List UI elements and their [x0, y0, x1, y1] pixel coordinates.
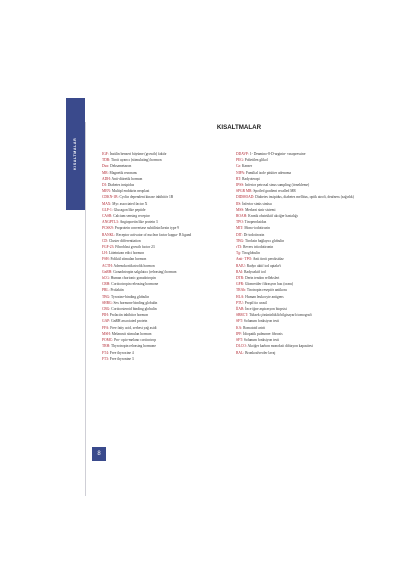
margin-rule	[85, 122, 86, 496]
abbreviation-term: LH:	[102, 251, 108, 256]
abbreviation-term: DDAVP:	[236, 152, 249, 156]
abbreviation-definition: Lüteinizan edici hormon	[108, 251, 145, 256]
abbreviation-term: MEN:	[102, 189, 111, 194]
abbreviation-definition: Tüksek çözünürlüklü bilgisayarlı tomografi	[249, 313, 312, 318]
abbreviation-definition: Anti-diüretik hormon	[111, 176, 143, 181]
abbreviation-definition: İnce iğne aspirasyon biopsisi	[245, 307, 287, 312]
abbreviation-term: ROAH:	[236, 214, 248, 219]
abbreviation-term: ADH:	[102, 176, 111, 181]
abbreviation-definition: İnsülin benzeri büyüme (growth) faktör	[109, 152, 167, 156]
abbreviation-definition: Magnetik rezonans	[109, 170, 137, 175]
abbreviation-term: MAX:	[102, 201, 112, 206]
abbreviation-definition: Human leukocyte antigens	[245, 294, 284, 299]
abbreviation-definition: Cyclin dependent kinase inhibitör 1B	[119, 195, 174, 200]
abbreviation-term: SFT:	[236, 338, 244, 343]
abbreviation-term: IGF:	[102, 152, 109, 156]
abbreviation-definition: Familial izole pitüiter adenoma	[245, 170, 291, 175]
abbreviation-term: MR:	[102, 170, 109, 175]
abbreviation-definition: Derin tendon refleksleri	[245, 276, 280, 281]
abbreviation-definition: Solunum fonksiyon testi	[243, 319, 280, 324]
abbreviation-term: TDB:	[102, 158, 111, 163]
abbreviation-term: SPGR MR:	[236, 189, 253, 194]
abbreviation-term: İİAB:	[236, 307, 245, 312]
abbreviation-definition: Tiroit uyarıcı (stimulating) hormon	[111, 158, 162, 163]
abbreviation-definition: Kanser	[241, 164, 253, 169]
abbreviation-definition: Folikül stimulan hormon	[110, 257, 147, 262]
abbreviation-definition: Propil tio urasil	[244, 300, 268, 305]
abbreviation-definition: Radyoaktif iod	[244, 269, 266, 274]
abbreviation-term: IPSS:	[236, 183, 245, 188]
abbreviation-term: PCSK9:	[102, 226, 114, 231]
abbreviation-definition: Di-iodotirozin	[243, 232, 265, 237]
abbreviation-definition: Inferior petrosal sinus sampling (örnekleme)	[245, 183, 310, 188]
abbreviation-term: CD:	[102, 238, 108, 243]
abbreviation-definition: Merkezi sinir sistemi	[245, 207, 276, 212]
abbreviation-column-right	[236, 151, 354, 356]
abbreviation-term: RAIU:	[236, 263, 246, 268]
page-title: KISALTMALAR	[216, 124, 262, 131]
abbreviation-term: IPF:	[236, 331, 243, 336]
abbreviation-term: ACTH:	[102, 263, 113, 268]
page-number: 8	[92, 447, 106, 461]
abbreviation-term: DLCO:	[236, 344, 247, 349]
abbreviation-term: GAP:	[102, 319, 111, 324]
abbreviation-definition: Bronkoalveoler lavaj	[245, 350, 276, 355]
abbreviation-definition: Thyrotropin releasing hormone	[111, 344, 156, 349]
abbreviation-entry	[102, 356, 220, 362]
abbreviation-term: TPO:	[236, 220, 244, 225]
abbreviation-definition: Cluster differentiation	[108, 238, 141, 243]
abbreviation-definition: Calcium sensing receptor	[113, 214, 150, 219]
abbreviation-term: IIS:	[236, 201, 242, 206]
abbreviation-definition: Pro- opio-melano corticotrop	[114, 338, 157, 343]
abbreviation-definition: Human chorionic gonadotropin	[110, 276, 156, 281]
abbreviation-definition: Corticotropin releasing hormone	[111, 282, 159, 287]
abbreviation-definition: Myc associated factor X	[112, 201, 148, 206]
abbreviation-definition: Gonadotropin salgılatıcı (releasing) hormon	[113, 269, 177, 274]
abbreviation-definition: Glucagon like peptide	[113, 207, 146, 212]
abbreviation-definition: Adrenokortikotrofik hormon	[113, 263, 155, 268]
abbreviation-term: Ca:	[236, 164, 241, 169]
abbreviation-definition: Melanosit stimulan hormon	[111, 331, 152, 336]
abbreviation-term: CBG:	[102, 307, 111, 312]
abbreviation-term: FT4:	[102, 350, 109, 355]
abbreviation-definition: Fibroblast growth factor 23	[115, 245, 155, 250]
abbreviation-term: PIH:	[102, 313, 109, 318]
abbreviation-definition: Corticosteroid binding globulin	[111, 307, 157, 312]
abbreviation-definition: Anti tiroit peroksidaz	[252, 257, 284, 262]
abbreviation-term: FSH:	[102, 257, 110, 262]
abbreviation-term: FT3:	[102, 356, 109, 361]
abbreviation-definition: Angiopoetin like protein 3	[119, 220, 158, 225]
abbreviation-term: SHBG:	[102, 300, 113, 305]
abbreviation-definition: Spoiled gradient recalled MR	[253, 189, 296, 194]
abbreviation-definition: Kronik obstrüktif akciğer hastalığı	[248, 214, 298, 219]
abbreviation-definition: Revers triiodotironin	[243, 245, 274, 250]
abbreviation-term: TRH:	[102, 344, 111, 349]
abbreviation-definition: Free fatty acid, serbest yağ asidi	[110, 325, 157, 330]
abbreviation-term: PRL:	[102, 288, 110, 293]
abbreviation-definition: Free thyronine 3	[109, 356, 134, 361]
abbreviation-term: PTU:	[236, 300, 244, 305]
abbreviation-term: HLA:	[236, 294, 245, 299]
abbreviation-column-left	[102, 151, 220, 362]
abbreviation-term: CASR:	[102, 214, 113, 219]
abbreviation-definition: Diabetes insipidus	[107, 183, 135, 188]
abbreviation-term: FGF-23:	[102, 245, 115, 250]
abbreviation-term: GnRH:	[102, 269, 113, 274]
abbreviation-term: TBG:	[236, 238, 245, 243]
abbreviation-term: GLP-1:	[102, 207, 113, 212]
abbreviation-term: TBG:	[102, 294, 111, 299]
abbreviation-definition: Mono-iodotirozin	[244, 226, 270, 231]
abbreviation-term: hCG:	[102, 276, 110, 281]
abbreviation-entry	[236, 194, 354, 200]
abbreviation-definition: Proprotein convertase subtilisin/kexin type 9	[114, 226, 179, 231]
abbreviation-term: RANKL:	[102, 232, 116, 237]
abbreviation-term: CRH:	[102, 282, 111, 287]
abbreviation-term: FFA:	[102, 325, 110, 330]
abbreviation-term: Dux:	[102, 164, 110, 169]
abbreviation-definition: Solunum fonksiyon testi	[243, 338, 280, 343]
abbreviation-term: PEG:	[236, 158, 244, 163]
abbreviation-term: CDKN-1B:	[102, 195, 119, 200]
abbreviation-term: DIT:	[236, 232, 243, 237]
abbreviation-definition: GnRH associated protein	[111, 319, 148, 324]
abbreviation-definition: Akciğer karbon monoksit difüzyon kapasitesi	[247, 344, 313, 349]
abbreviation-term: MIT:	[236, 226, 244, 231]
abbreviation-definition: Romatoid artrit	[243, 325, 266, 330]
abbreviation-term: NIPA:	[236, 170, 246, 175]
abbreviation-term: RT:	[236, 176, 242, 181]
abbreviation-term: SBRCT:	[236, 313, 249, 318]
abbreviation-definition: İnferior sinüs sinüsu	[242, 201, 272, 206]
abbreviation-definition: Deksametazon	[110, 164, 132, 169]
abbreviation-term: rT3:	[236, 245, 243, 250]
abbreviation-term: BAL:	[236, 350, 245, 355]
abbreviation-definition: Free thyroxine 4	[109, 350, 134, 355]
abbreviation-definition: Tiroksin bağlayıcı globulin	[245, 238, 285, 243]
abbreviation-definition: Prolaktin	[110, 288, 124, 293]
abbreviation-term: POMC:	[102, 338, 114, 343]
abbreviation-definition: Tirotropin reseptör antikoru	[246, 288, 287, 293]
abbreviation-definition: 1- Deamino-8-D-arginin- vasopressine	[249, 152, 306, 156]
abbreviation-definition: Polietilen glikol	[244, 158, 268, 163]
abbreviation-definition: Tiroglobulin	[241, 251, 260, 256]
abbreviation-term: GFR:	[236, 282, 244, 287]
abbreviation-term: Anti- TPO:	[236, 257, 253, 262]
abbreviation-definition: Receptor activator of nuclear factor kappa- B ligand	[116, 232, 192, 237]
section-tab-label: KISALTMALAR	[73, 137, 77, 171]
abbreviation-definition: Radyo aktif iod uptake'i	[246, 263, 282, 268]
abbreviation-term: Tg:	[236, 251, 241, 256]
abbreviation-term: KA:	[236, 325, 243, 330]
abbreviation-term: MSH:	[102, 331, 111, 336]
abbreviation-definition: Glomerüler filtrasyon hızı (oranı)	[244, 282, 294, 287]
section-tab	[66, 98, 85, 210]
abbreviation-entry	[236, 350, 354, 356]
abbreviation-definition: Prolactin inhibitor hormon	[109, 313, 149, 318]
abbreviation-term: SFT:	[236, 319, 244, 324]
abbreviation-definition: Radyoterapi	[242, 176, 260, 181]
abbreviation-definition: Multipl endokrin neoplazi	[111, 189, 150, 194]
abbreviation-term: MSS:	[236, 207, 245, 212]
abbreviation-definition: Tiroperoksidaz	[244, 220, 267, 225]
abbreviation-definition: Tyroxine-binding globulin	[111, 294, 150, 299]
abbreviation-definition: Diabetes insipidus, diabetes mellitus, optik atrofi, deafness (sağırlık)	[255, 195, 354, 200]
abbreviation-term: TRAb:	[236, 288, 246, 293]
abbreviation-term: RAI:	[236, 269, 244, 274]
abbreviation-definition: Sex hormone binding globulin	[113, 300, 158, 305]
abbreviation-term: ANGPTL3:	[102, 220, 119, 225]
abbreviation-definition: İdiopatik pulmoner fibrozis	[243, 331, 283, 336]
abbreviation-term: DI:	[102, 183, 107, 188]
abbreviation-term: DIDMOAD:	[236, 195, 255, 200]
abbreviation-term: DTR:	[236, 276, 245, 281]
